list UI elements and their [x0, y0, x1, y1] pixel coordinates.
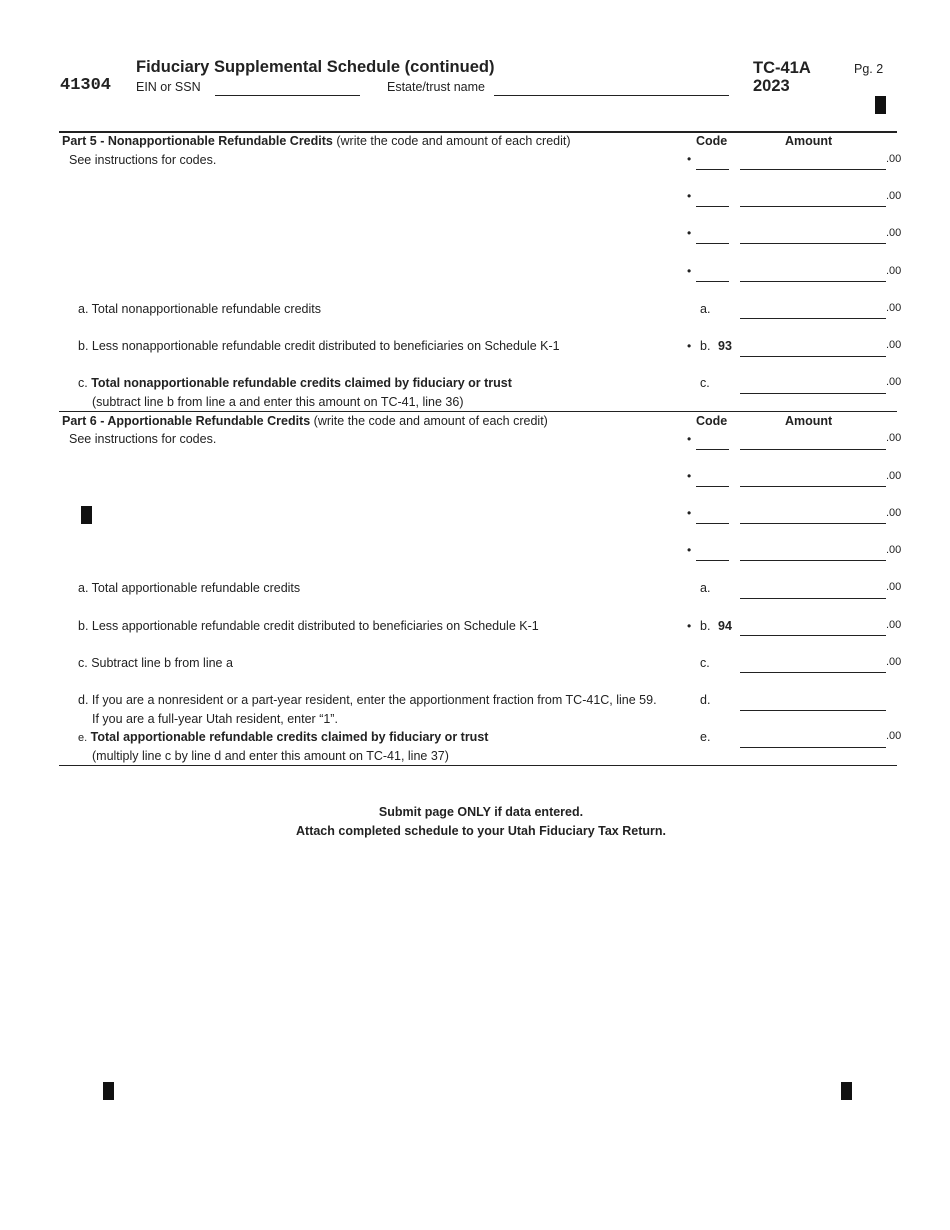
cents-label: .00	[886, 376, 902, 388]
cents-label: .00	[886, 153, 902, 165]
bullet: •	[687, 189, 692, 203]
part5-instructions: See instructions for codes.	[69, 153, 217, 167]
amount-field[interactable]	[740, 523, 886, 524]
bullet: •	[687, 506, 692, 520]
amount-field[interactable]	[740, 449, 886, 450]
registration-mark	[103, 1082, 114, 1100]
part6-line-b-code: 94	[718, 619, 732, 633]
bullet: •	[687, 469, 692, 483]
code-field[interactable]	[696, 206, 729, 207]
part5-line-c-amount[interactable]	[740, 393, 886, 394]
registration-mark	[81, 506, 92, 524]
cents-label: .00	[886, 470, 902, 482]
part6-heading	[62, 414, 548, 428]
code-field[interactable]	[696, 560, 729, 561]
part5-heading-bold: Part 5 - Nonapportionable Refundable Credits	[62, 134, 333, 148]
code-field[interactable]	[696, 169, 729, 170]
part6-line-d-label: d. If you are a nonresident or a part-year resident, enter the apportionment fraction from TC-41C, line 59.	[78, 693, 657, 707]
part6-line-c-label: c. Subtract line b from line a	[78, 656, 233, 670]
bullet: •	[687, 152, 692, 166]
part6-line-b-label: b. Less apportionable refundable credit distributed to beneficiaries on Schedule K-1	[78, 619, 539, 633]
bullet: •	[687, 619, 692, 633]
cents-label: .00	[886, 265, 902, 277]
part6-line-a-letter: a.	[700, 581, 711, 595]
part5-line-a-letter: a.	[700, 302, 711, 316]
cents-label: .00	[886, 302, 902, 314]
part6-heading-bold: Part 6 - Apportionable Refundable Credits	[62, 414, 311, 428]
top-rule	[59, 131, 897, 133]
part6-code-header: Code	[696, 414, 728, 428]
part6-amount-header: Amount	[785, 414, 833, 428]
code-field[interactable]	[696, 486, 729, 487]
submit-note: Submit page ONLY if data entered.	[378, 805, 584, 819]
cents-label: .00	[886, 432, 902, 444]
cents-label: .00	[886, 619, 902, 631]
bullet: •	[687, 264, 692, 278]
part6-line-e-letter: e.	[700, 730, 711, 744]
part6-line-c-letter: c.	[700, 656, 710, 670]
part6-line-a-amount[interactable]	[740, 598, 886, 599]
cents-label: .00	[886, 544, 902, 556]
part5-line-b-amount[interactable]	[740, 356, 886, 357]
code-field[interactable]	[696, 523, 729, 524]
part6-line-c-amount[interactable]	[740, 672, 886, 673]
part6-line-d-fraction[interactable]	[740, 710, 886, 711]
part5-line-c-letter: c.	[700, 376, 710, 390]
cents-label: .00	[886, 190, 902, 202]
part6-instructions: See instructions for codes.	[69, 432, 217, 446]
form-id: TC-41A	[753, 59, 811, 77]
part-divider	[59, 411, 897, 412]
registration-mark	[841, 1082, 852, 1100]
form-year: 2023	[753, 77, 790, 95]
cents-label: .00	[886, 339, 902, 351]
page-number: Pg. 2	[854, 62, 884, 76]
part6-heading-rest: (write the code and amount of each credit)	[313, 414, 548, 428]
part5-heading	[62, 134, 571, 148]
bullet: •	[687, 339, 692, 353]
part6-line-e-amount[interactable]	[740, 747, 886, 748]
bullet: •	[687, 432, 692, 446]
bullet: •	[687, 226, 692, 240]
part5-line-a-label: a. Total nonapportionable refundable credits	[78, 302, 321, 316]
code-field[interactable]	[696, 243, 729, 244]
page-title: Fiduciary Supplemental Schedule (continued)	[136, 58, 495, 76]
cents-label: .00	[886, 730, 902, 742]
cents-label: .00	[886, 227, 902, 239]
amount-field[interactable]	[740, 243, 886, 244]
ein-field[interactable]	[215, 95, 360, 96]
part5-line-c-prefix: c.	[78, 376, 88, 390]
part5-line-b-code: 93	[718, 339, 732, 353]
part5-line-c-note: (subtract line b from line a and enter this amount on TC-41, line 36)	[92, 395, 464, 409]
part5-code-header: Code	[696, 134, 728, 148]
part6-line-e-label	[78, 730, 488, 744]
ein-label: EIN or SSN	[136, 80, 201, 94]
part6-line-d-letter: d.	[700, 693, 711, 707]
estate-name-field[interactable]	[494, 95, 729, 96]
part6-line-e-note: (multiply line c by line d and enter this amount on TC-41, line 37)	[92, 749, 449, 763]
code-field[interactable]	[696, 449, 729, 450]
part5-line-b-letter: b.	[700, 339, 711, 353]
cents-label: .00	[886, 656, 902, 668]
part6-line-e-prefix: e.	[78, 732, 88, 744]
part6-line-a-label: a. Total apportionable refundable credits	[78, 581, 301, 595]
part5-heading-rest: (write the code and amount of each credit)	[336, 134, 571, 148]
registration-mark	[875, 96, 886, 114]
part6-line-e-bold: Total apportionable refundable credits claimed by fiduciary or trust	[90, 730, 489, 744]
part5-line-c-label	[78, 376, 512, 390]
form-code: 41304	[60, 76, 112, 95]
amount-field[interactable]	[740, 281, 886, 282]
amount-field[interactable]	[740, 169, 886, 170]
cents-label: .00	[886, 507, 902, 519]
amount-field[interactable]	[740, 206, 886, 207]
cents-label: .00	[886, 581, 902, 593]
part6-line-b-amount[interactable]	[740, 635, 886, 636]
part5-line-a-amount[interactable]	[740, 318, 886, 319]
bottom-rule	[59, 765, 897, 766]
amount-field[interactable]	[740, 560, 886, 561]
part5-line-c-bold: Total nonapportionable refundable credits claimed by fiduciary or trust	[91, 376, 512, 390]
attach-note: Attach completed schedule to your Utah Fiduciary Tax Return.	[296, 824, 666, 838]
estate-label: Estate/trust name	[387, 80, 485, 94]
amount-field[interactable]	[740, 486, 886, 487]
part6-line-d-note: If you are a full-year Utah resident, enter “1”.	[92, 712, 338, 726]
code-field[interactable]	[696, 281, 729, 282]
bullet: •	[687, 543, 692, 557]
part5-amount-header: Amount	[785, 134, 833, 148]
part5-line-b-label: b. Less nonapportionable refundable credit distributed to beneficiaries on Schedule K-1	[78, 339, 560, 353]
part6-line-b-letter: b.	[700, 619, 711, 633]
